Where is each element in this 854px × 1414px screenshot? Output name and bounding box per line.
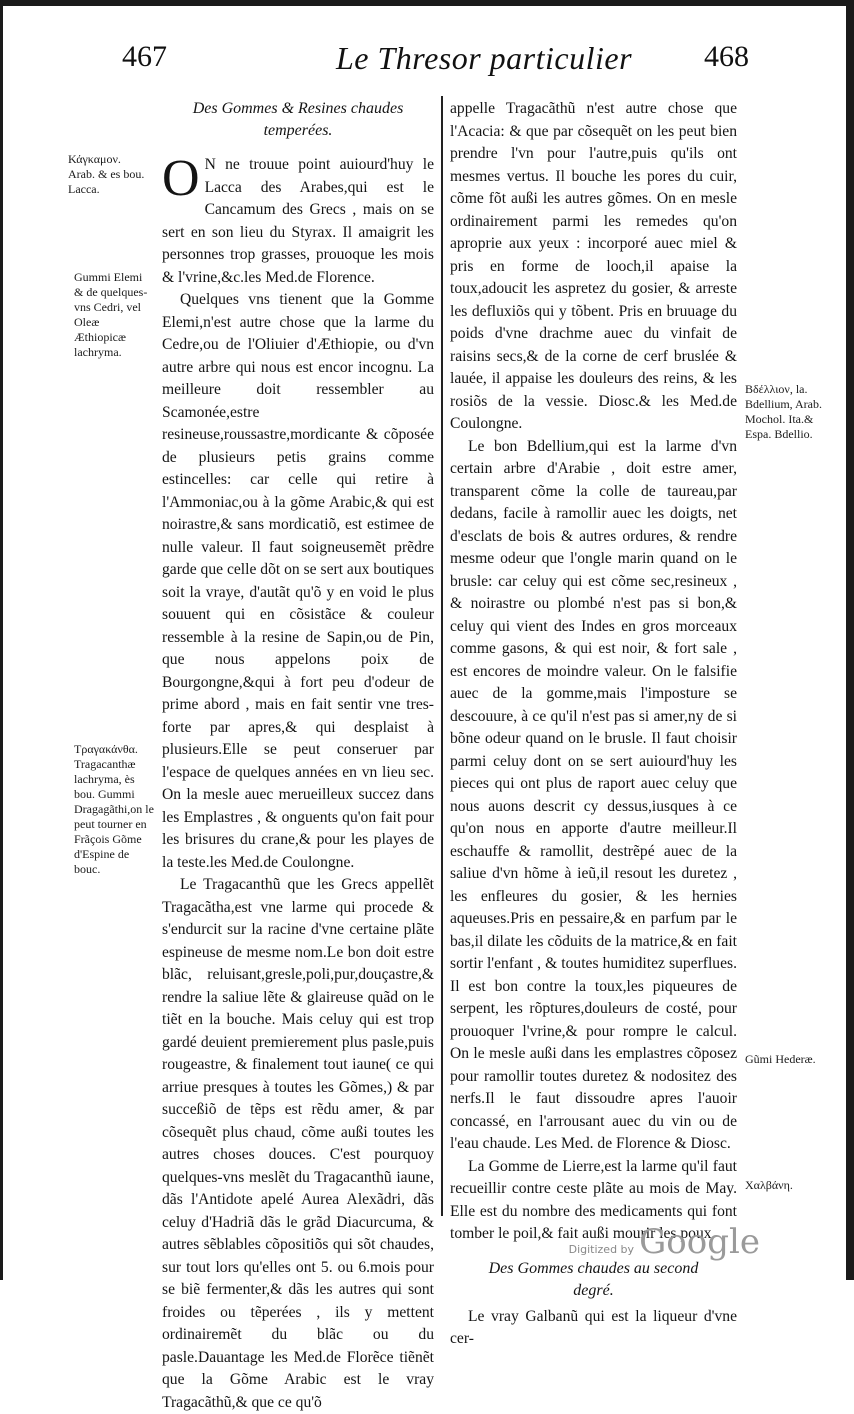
watermark-prefix: Digitized by <box>568 1243 635 1256</box>
margin-note-tragacanth: Τραγακάνθα. Tragacanthæ lachryma, ès bou. Gummi Dragagãthi,on le peut tourner en Frãçois Gõme d'Espine de bouc. <box>74 742 154 876</box>
page-edge-left <box>0 0 3 1280</box>
paragraph-lacca: O N ne trouue point auiourd'huy le Lacca des Arabes,qui est le Cancamum des Grecs , mais on se sert en son lieu du Styrax. Il amaigrit les personnes trop grasses, prouoque les mois & l'vrine,&c.les Med.de Florence. <box>162 150 434 286</box>
paragraph-hedera: La Gomme de Lierre,est la larme qu'il faut recueillir contre ceste plãte au mois de May. Elle est du nombre des medicaments qui font tomber le poil,& fait außi mourir les poux. <box>450 1157 737 1242</box>
paragraph-bdellium: Le bon Bdellium,qui est la larme d'vn certain arbre d'Arabie , doit estre amer, transparent cõme la colle de taureau,par dedans, facile à ramollir auec les doigts, net d'esclats de bois & autres ordures, & rendre mesme odeur que l'ongle marin quand on le brusle: car celuy qui est cõme sec,resineux , & noirastre ou plombé n'est pas si bon,& celuy qui vient des Indes en gros morceaux comme gasons, & qui est noir, & fort sale , est encores de moindre valeur. On le falsifie auec de la gomme,mais l'imposture se descouure, à ce qu'il n'est pas si amer,ny de si bõne odeur quand on le brusle. Il faut choisir parmi celuy dont on se sert auiourd'huy les pieces qui ont plus de raport auec celuy que nous auons descrit cy dessus,iusques à ce qu'on nous en apporte d'autre meilleur.Il eschauffe & ramollit, destrẽpé auec de la saliue d'vn hõme à ieũ,il resout les duretez , les enfleures du gosier, & les hernies aqueuses.Pris en pessaire,& en parfum par le bas,il dilate les cõduits de la matrice,& en fait sortir l'enfant , & toutes humiditez superflues. Il est bon contre la toux,les piqueures de serpent, les rõptures,douleurs de costé, pour prouoquer l'vrine,& pour rompre le calcul. On le mesle außi dans les emplastres cõposez pour ramollir toutes duretez & nodositez des nerfs.Il le faut dissoudre apres l'auoir concassé, en l'arrousant auec du vin ou de l'eau chaude. Les Med. de Florence & Diosc. <box>450 437 737 1152</box>
page-edge-right <box>846 0 854 1280</box>
paragraph-tragacanth-cont: appelle Tragacãthũ n'est autre chose que l'Acacia: & que par cõsequẽt on les peut bien prendre l'vn pour l'autre,puis qu'ils ont mesmes vertus. Il bouche les pores du cuir, cõme fõt außi les autres gõmes. On en mesle ordinairement parmi les remedes qu'on aproprie aux yeux : incorporé auec miel & pris en forme de looch,il apaise la toux,adoucit les aspretez du gosier, & arreste les defluxiõs qui y tõbent. Pris en bruuage du poids d'vne drachme auec du vinfait de raisins secs,& de la corne de cerf bruslée & lauée, il appaise les douleurs des reins, & les rosiõs de la vessie. Diosc.& les Med.de Coulongne. <box>450 100 737 432</box>
section-heading-temperees: Des Gommes & Resines chaudes temperées. <box>192 100 404 139</box>
google-logo: Google <box>639 1222 760 1262</box>
digitized-watermark <box>569 1222 760 1262</box>
paragraph-tragacanth: Le Tragacanthũ que les Grecs appellẽt Tragacãtha,est vne larme qui procede & s'endurcit sur la racine d'vne certaine plãte espineuse de mesme nom.Le bon doit estre blãc, reluisant,gresle,poli,pur,douçastre,& rendre la saliue lẽte & glaireuse quãd on le tiẽt en la bouche. Mais celuy qui est trop gardé deuient premierement plus pasle,puis rougeastre, & finalement tout iaune( ce qui arriue presques à toutes les Gõmes,) & par succeßiõ de tẽps est rẽdu amer, & par cõsequẽt plus chaud, cõme außi toutes les autres choses douces. C'est pourquoy quelques-vns meslẽt du Tragacanthũ iaune, dãs l'Antidote apelé Aurea Alexãdri, dãs celuy d'Hadriã dãs le grãd Diacurcuma, & autres sẽblables cõpositiõs qui sõt chaudes, sur tout lors qu'elles ont 5. ou 6.mois pour se biẽ fermenter,& dãs les autres qui sont froides ou tẽperées , ils y mettent ordinairemẽt du blãc ou du pasle.Dauantage les Med.de Florẽce tiẽnẽt que la Gõme Arabic est le vray Tragacãthũ,& que ce qu'õ <box>162 876 434 1411</box>
paragraph-galbanum: Le vray Galbanũ qui est la liqueur d'vne cer- <box>450 1307 737 1347</box>
margin-note-hedera: Gũmi Hederæ. <box>745 1052 816 1066</box>
running-title: Le Thresor particulier <box>336 40 633 76</box>
left-column <box>162 98 434 1414</box>
margin-note-bdellium: Βδέλλιον, la. Bdellium, Arab. Mochol. Ita.& Espa. Bdellio. <box>745 382 822 441</box>
column-divider <box>441 96 443 1216</box>
drop-cap: O <box>162 150 200 207</box>
section-heading-second-degre: Des Gommes chaudes au second degré. <box>488 1259 699 1299</box>
margin-note-elemi: Gummi Elemi & de quelques-vns Cedri, vel Oleæ Æthiopicæ lachryma. <box>74 270 148 359</box>
page-edge-top <box>0 0 854 6</box>
margin-note-galbanum: Χαλβάνη. <box>745 1178 793 1192</box>
page-number-left: 467 <box>122 40 167 73</box>
page-number-right: 468 <box>704 40 749 73</box>
margin-note-lacca: Κάγκαμον. Arab. & es bou. Lacca. <box>68 152 145 196</box>
right-column <box>450 98 737 1351</box>
paragraph-elemi: Quelques vns tienent que la Gomme Elemi,n'est autre chose que la larme du Cedre,ou de l'Oliuier d'Æthiopie, ou d'vn autre arbre qui nous est encor incognu. La meilleure doit ressembler au Scamonée,estre resineuse,roussastre,mordicante & cõposée de plusieurs petis grains comme estincelles: car celle qui retire à l'Ammoniac,ou à la gõme Arabic,& qui est noirastre,& sans mordicatiõ, est estimee de nulle valeur. Il faut soigneusemẽt prẽdre garde que celle dõt on se sert aux boutiques soit la vraye, d'autãt qu'õ y en void le plus souuent qui en cõsistãce & couleur ressemble à la resine de Sapin,ou de Pin, que nous appelons poix de Bourgongne,&qui à fort peu d'odeur de prime abord , mais en fait sentir vne tres-forte par apres,& qui desplaist à plusieurs.Elle se peut conseruer par l'espace de quelques années en vn lieu sec. On la mesle auec merueilleux succez dans les Emplastres , & onguents qu'on fait pour les brisures du crane,& pour les playes de la teste.les Med.de Coulongne. <box>162 291 434 871</box>
